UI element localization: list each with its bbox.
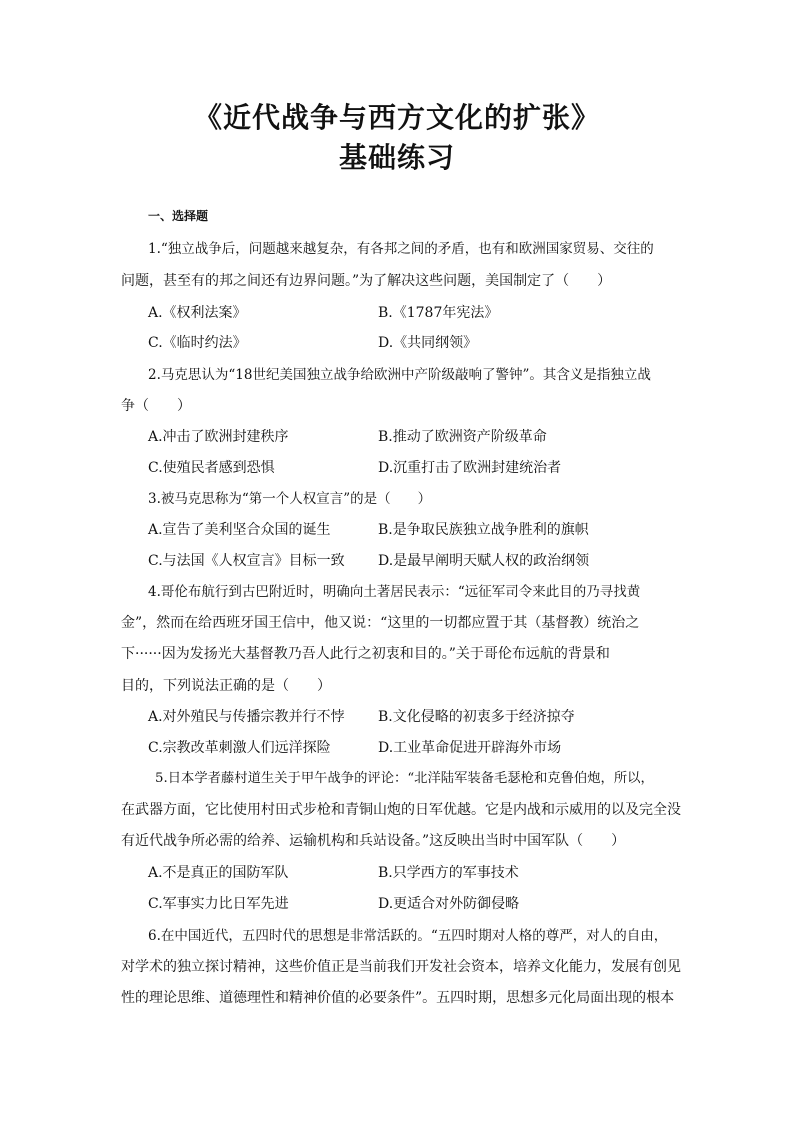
question-1-option-c: C.《临时约法》 [148,335,247,351]
question-4-option-d: D.工业革命促进开辟海外市场 [378,740,562,756]
question-5-option-b: B.只学西方的军事技术 [378,865,519,881]
question-3-option-d: D.是最早阐明天赋人权的政治纲领 [378,553,590,569]
question-6-line-2: 对学术的独立探讨精神，这些价值正是当前我们开发社会资本，培养文化能力，发展有创见 [121,959,681,975]
question-4-line-1: 4.哥伦布航行到古巴附近时，明确向土著居民表示：“远征军司令来此目的乃寻找黄 [148,584,641,600]
question-1-line-2: 问题，甚至有的邦之间还有边界问题。”为了解决这些问题，美国制定了（ ） [121,273,612,289]
question-5-line-2: 在武器方面，它比使用村田式步枪和青铜山炮的日军优越。它是内战和示威用的以及完全没 [121,802,681,818]
question-5-option-d: D.更适合对外防御侵略 [378,896,520,912]
document-title: 《近代战争与西方文化的扩张》 [193,101,600,134]
question-3-line-1: 3.被马克思称为“第一个人权宣言”的是（ ） [148,491,432,507]
question-2-option-a: A.冲击了欧洲封建秩序 [148,429,289,445]
question-3-option-a: A.宣告了美利坚合众国的诞生 [148,522,331,538]
question-2-line-1: 2.马克思认为“18世纪美国独立战争给欧洲中产阶级敲响了警钟”。其含义是指独立战 [148,367,651,383]
question-3-option-c: C.与法国《人权宣言》目标一致 [148,553,345,569]
question-5-line-1: 5.日本学者藤村道生关于甲午战争的评论：“北洋陆军装备毛瑟枪和克鲁伯炮，所以， [155,771,654,786]
question-1-option-d: D.《共同纲领》 [378,335,478,351]
question-6-line-1: 6.在中国近代，五四时代的思想是非常活跃的。“五四时期对人格的尊严，对人的自由， [148,928,668,944]
question-1-option-a: A.《权利法案》 [148,305,247,321]
question-1-line-1: 1.“独立战争后，问题越来越复杂，有各邦之间的矛盾，也有和欧洲国家贸易、交往的 [148,241,654,257]
question-4-option-c: C.宗教改革刺激人们远洋探险 [148,740,331,756]
question-2-option-c: C.使殖民者感到恐惧 [148,460,275,476]
question-2-option-d: D.沉重打击了欧洲封建统治者 [378,460,562,476]
question-4-option-b: B.文化侵略的初衷多于经济掠夺 [378,709,575,725]
question-3-option-b: B.是争取民族独立战争胜利的旗帜 [378,522,589,538]
question-2-line-2: 争（ ） [121,398,191,414]
question-5-option-a: A.不是真正的国防军队 [148,865,289,881]
question-4-option-a: A.对外殖民与传播宗教并行不悖 [148,709,345,725]
question-1-option-b: B.《1787年宪法》 [378,305,499,321]
document-subtitle: 基础练习 [338,141,455,174]
question-4-line-4: 目的，下列说法正确的是（ ） [121,678,331,694]
question-6-line-3: 性的理论思维、道德理性和精神价值的必要条件”。五四时期，思想多元化局面出现的根本 [121,990,675,1006]
question-5-line-3: 有近代战争所必需的给养、运输机构和兵站设备。”这反映出当时中国军队（ ） [121,833,626,849]
question-5-option-c: C.军事实力比日军先进 [148,896,289,912]
title-block [0,98,794,178]
question-4-line-3: 下······因为发扬光大基督教乃吾人此行之初衷和目的。”关于哥伦布远航的背景和 [121,646,610,662]
section-heading: 一、选择题 [148,209,209,223]
question-4-line-2: 金”，然而在给西班牙国王信中，他又说：“这里的一切都应置于其（基督教）统治之 [121,615,640,631]
question-2-option-b: B.推动了欧洲资产阶级革命 [378,429,547,445]
